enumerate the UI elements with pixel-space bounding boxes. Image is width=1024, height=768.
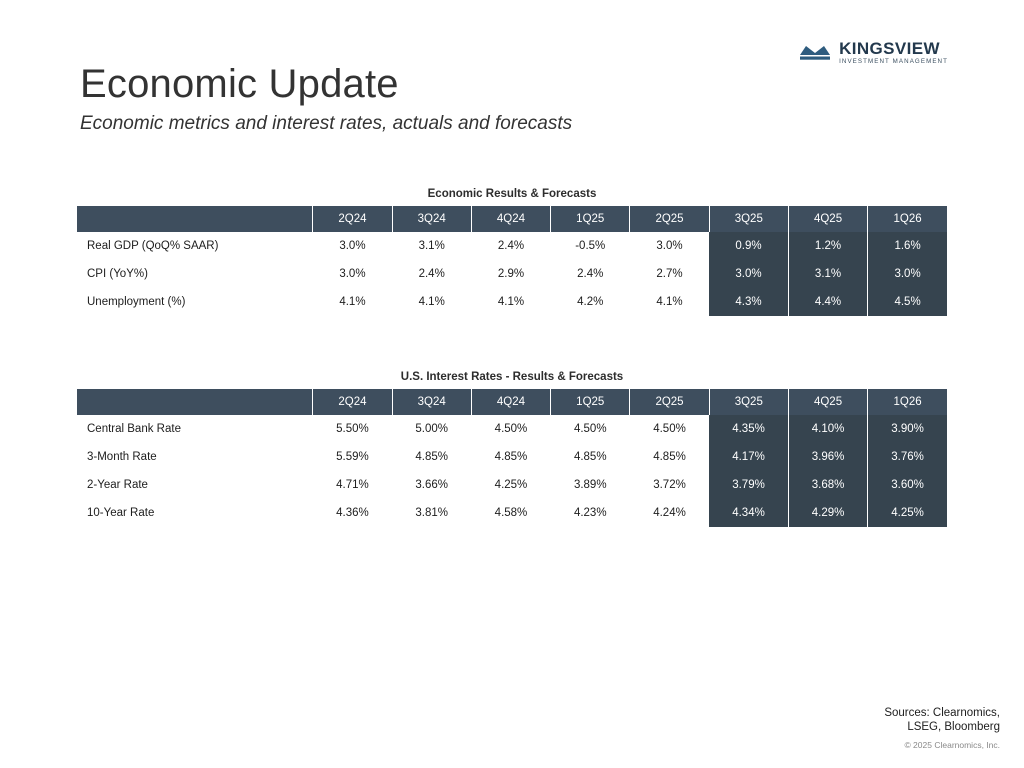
column-header-4q24: 4Q24 <box>471 389 550 415</box>
cell-value-forecast: 3.1% <box>788 260 867 288</box>
row-label: CPI (YoY%) <box>77 260 313 288</box>
row-label: Unemployment (%) <box>77 288 313 316</box>
interest-rates-table-block <box>77 371 947 527</box>
column-header-2q25: 2Q25 <box>630 389 709 415</box>
table-header-row <box>77 389 947 415</box>
cell-value-forecast: 1.2% <box>788 232 867 260</box>
cell-value-forecast: 4.17% <box>709 443 788 471</box>
cell-value: 3.0% <box>313 232 392 260</box>
cell-value: 5.50% <box>313 415 392 443</box>
copyright-note: © 2025 Clearnomics, Inc. <box>904 740 1000 750</box>
cell-value-forecast: 3.60% <box>868 471 947 499</box>
brand-tagline: INVESTMENT MANAGEMENT <box>839 58 948 65</box>
cell-value: 3.89% <box>551 471 630 499</box>
column-header-1q25: 1Q25 <box>551 389 630 415</box>
column-header-2q24: 2Q24 <box>313 206 392 232</box>
cell-value-forecast: 3.0% <box>868 260 947 288</box>
brand-text <box>839 40 948 65</box>
cell-value-forecast: 4.4% <box>788 288 867 316</box>
cell-value: 4.1% <box>630 288 709 316</box>
cell-value: -0.5% <box>551 232 630 260</box>
row-label: 3-Month Rate <box>77 443 313 471</box>
column-header-4q25: 4Q25 <box>788 206 867 232</box>
cell-value-forecast: 0.9% <box>709 232 788 260</box>
cell-value-forecast: 3.0% <box>709 260 788 288</box>
brand-logo <box>798 40 948 65</box>
column-header-3q24: 3Q24 <box>392 206 471 232</box>
cell-value: 4.50% <box>471 415 550 443</box>
rates-table-head <box>77 389 947 415</box>
row-label: Real GDP (QoQ% SAAR) <box>77 232 313 260</box>
cell-value: 4.71% <box>313 471 392 499</box>
cell-value: 4.1% <box>471 288 550 316</box>
column-header-1q25: 1Q25 <box>551 206 630 232</box>
table-row <box>77 232 947 260</box>
interest-rates-table <box>77 389 947 527</box>
row-label: Central Bank Rate <box>77 415 313 443</box>
cell-value-forecast: 4.5% <box>868 288 947 316</box>
cell-value: 3.1% <box>392 232 471 260</box>
table-row <box>77 443 947 471</box>
cell-value: 4.50% <box>630 415 709 443</box>
economic-table-caption: Economic Results & Forecasts <box>427 188 597 200</box>
column-header-3q24: 3Q24 <box>392 389 471 415</box>
page-title: Economic Update <box>80 62 399 106</box>
cell-value: 4.25% <box>471 471 550 499</box>
cell-value-forecast: 4.34% <box>709 499 788 527</box>
economic-results-table <box>77 206 947 316</box>
sources-line-2: LSEG, Bloomberg <box>907 721 1000 734</box>
cell-value-forecast: 4.35% <box>709 415 788 443</box>
page-subtitle: Economic metrics and interest rates, actuals and forecasts <box>80 113 573 134</box>
economic-table-body <box>77 232 947 316</box>
cell-value: 4.58% <box>471 499 550 527</box>
column-header-1q26: 1Q26 <box>868 206 947 232</box>
cell-value: 2.4% <box>392 260 471 288</box>
row-label: 10-Year Rate <box>77 499 313 527</box>
cell-value-forecast: 1.6% <box>868 232 947 260</box>
sources-line-1: Sources: Clearnomics, <box>884 707 1000 719</box>
cell-value: 4.50% <box>551 415 630 443</box>
cell-value-forecast: 4.25% <box>868 499 947 527</box>
economic-table-head <box>77 206 947 232</box>
cell-value: 3.72% <box>630 471 709 499</box>
table-row <box>77 288 947 316</box>
cell-value: 2.7% <box>630 260 709 288</box>
column-header-4q24: 4Q24 <box>471 206 550 232</box>
cell-value-forecast: 4.29% <box>788 499 867 527</box>
brand-name: KINGSVIEW <box>839 39 940 58</box>
cell-value-forecast: 3.90% <box>868 415 947 443</box>
cell-value-forecast: 3.96% <box>788 443 867 471</box>
cell-value: 3.81% <box>392 499 471 527</box>
cell-value: 4.85% <box>471 443 550 471</box>
table-header-row <box>77 206 947 232</box>
column-header-2q24: 2Q24 <box>313 389 392 415</box>
rates-table-body <box>77 415 947 527</box>
cell-value: 4.24% <box>630 499 709 527</box>
cell-value: 4.1% <box>392 288 471 316</box>
table-row <box>77 260 947 288</box>
cell-value-forecast: 4.3% <box>709 288 788 316</box>
cell-value: 2.4% <box>471 232 550 260</box>
table-row <box>77 415 947 443</box>
cell-value: 4.85% <box>551 443 630 471</box>
column-header-label <box>77 206 313 232</box>
cell-value-forecast: 3.76% <box>868 443 947 471</box>
cell-value: 4.1% <box>313 288 392 316</box>
cell-value: 4.85% <box>392 443 471 471</box>
column-header-4q25: 4Q25 <box>788 389 867 415</box>
table-row <box>77 471 947 499</box>
cell-value: 4.36% <box>313 499 392 527</box>
cell-value: 4.2% <box>551 288 630 316</box>
column-header-2q25: 2Q25 <box>630 206 709 232</box>
cell-value-forecast: 3.68% <box>788 471 867 499</box>
cell-value: 5.00% <box>392 415 471 443</box>
column-header-3q25: 3Q25 <box>709 389 788 415</box>
crown-icon <box>798 43 832 63</box>
cell-value: 3.66% <box>392 471 471 499</box>
row-label: 2-Year Rate <box>77 471 313 499</box>
cell-value: 2.4% <box>551 260 630 288</box>
cell-value: 4.85% <box>630 443 709 471</box>
column-header-label <box>77 389 313 415</box>
column-header-1q26: 1Q26 <box>868 389 947 415</box>
rates-table-caption: U.S. Interest Rates - Results & Forecasts <box>400 371 624 383</box>
cell-value: 5.59% <box>313 443 392 471</box>
cell-value: 2.9% <box>471 260 550 288</box>
cell-value-forecast: 4.10% <box>788 415 867 443</box>
table-row <box>77 499 947 527</box>
cell-value: 4.23% <box>551 499 630 527</box>
cell-value: 3.0% <box>313 260 392 288</box>
sources-note <box>700 706 1000 735</box>
economic-results-table-block <box>77 188 947 316</box>
cell-value-forecast: 3.79% <box>709 471 788 499</box>
column-header-3q25: 3Q25 <box>709 206 788 232</box>
cell-value: 3.0% <box>630 232 709 260</box>
